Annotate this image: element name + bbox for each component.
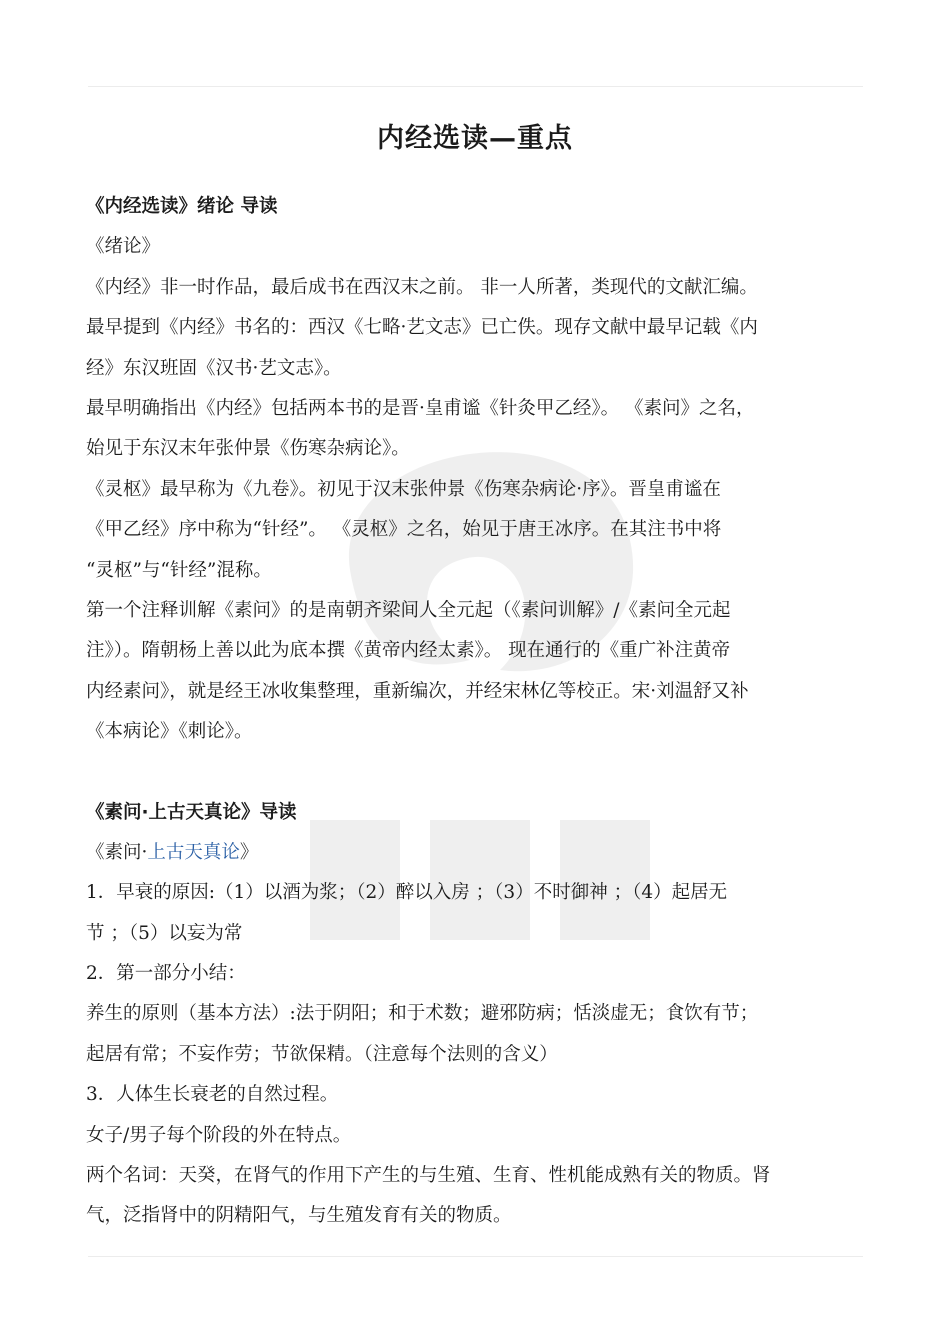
text-line: 最早明确指出《内经》包括两本书的是晋·皇甫谧《针灸甲乙经》。 《素问》之名， [86,398,755,419]
section-subheading [86,840,876,866]
text-line: 第一个注释训解《素问》的是南朝齐梁间人全元起（《素问训解》/《素问全元起 [86,600,731,621]
text-line: 《内经》非一时作品，最后成书在西汉末之前。 非一人所著，类现代的文献汇编。 [86,277,758,298]
text-line: 两个名词：天癸，在肾气的作用下产生的与生殖、生育、性机能成熟有关的物质。肾 [86,1165,771,1186]
text-line: 2．第一部分小结： [86,963,246,984]
text-line: 《甲乙经》序中称为“针经”。 《灵枢》之名，始见于唐王冰序。在其注书中将 [86,519,722,540]
text-line: “灵枢”与“针经”混称。 [86,560,272,581]
text-line: 起居有常；不妄作劳；节欲保精。（注意每个法则的含义） [86,1044,558,1065]
subheading-suffix: 》 [239,842,259,863]
text-line: 最早提到《内经》书名的：西汉《七略·艺文志》已亡佚。现存文献中最早记载《内 [86,317,758,338]
bottom-divider [88,1256,863,1257]
text-line: 气，泛指肾中的阴精阳气，与生殖发育有关的物质。 [86,1205,512,1226]
text-line: 1．早衰的原因:（1）以酒为浆；（2）醉以入房 ；（3）不时御神 ；（4）起居无 [86,882,728,903]
text-line: 《灵枢》最早称为《九卷》。初见于汉末张仲景《伤寒杂病论·序》。晋皇甫谧在 [86,479,721,500]
text-line: 《本病论》《刺论》。 [86,721,253,742]
text-line: 女子/男子每个阶段的外在特点。 [86,1125,352,1146]
text-line: 经》东汉班固《汉书·艺文志》。 [86,358,342,379]
text-line: 养生的原则（基本方法）:法于阴阳；和于术数；避邪防病；恬淡虚无；食饮有节； [86,1003,759,1024]
subheading-prefix: 《素问· [86,842,148,863]
page-title: 内经选读—重点 [377,123,573,154]
text-line: 3．人体生长衰老的自然过程。 [86,1084,339,1105]
section-subheading: 《绪论》 [86,236,161,257]
text-line: 内经素问》，就是经王冰收集整理，重新编次，并经宋林亿等校正。宋·刘温舒又补 [86,681,749,702]
text-line: 始见于东汉末年张仲景《伤寒杂病论》。 [86,438,410,459]
text-line: 注》）。隋朝杨上善以此为底本撰《黄帝内经太素》。 现在通行的《重广补注黄帝 [86,640,731,661]
shanggu-tianzhen-link[interactable]: 上古天真论 [147,842,240,863]
section-heading-shanggu: 《素问·上古天真论》导读 [86,802,297,823]
top-divider [88,86,863,87]
section-heading-introduction: 《内经选读》绪论 导读 [86,196,278,217]
text-line: 节 ；（5）以妄为常 [86,923,243,944]
